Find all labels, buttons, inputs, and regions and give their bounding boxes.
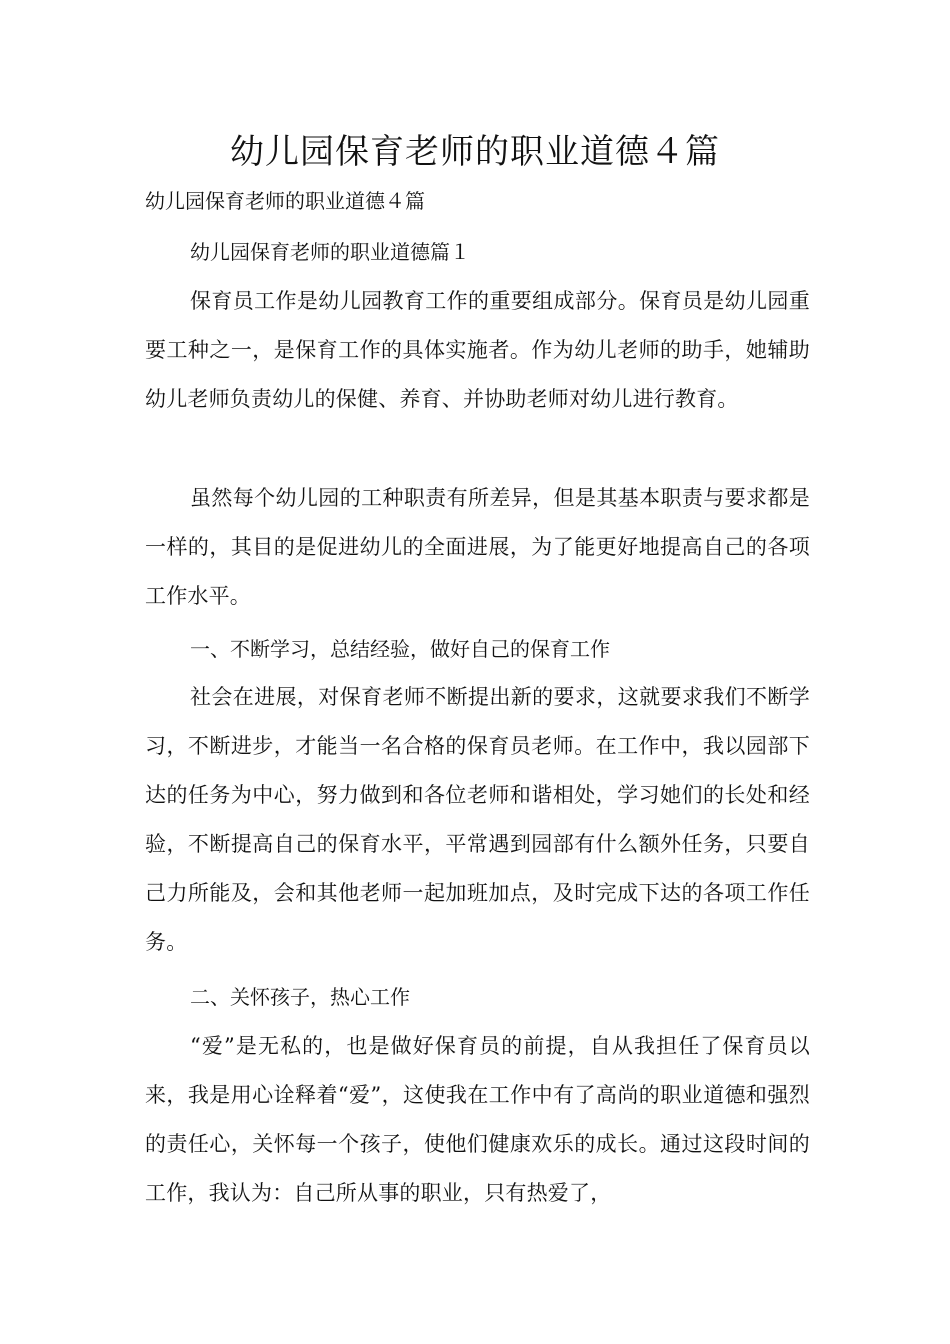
subheading-care: 二、关怀孩子，热心工作 (190, 985, 410, 1009)
paragraph-learning: 社会在进展，对保育老师不断提出新的要求，这就要求我们不断学习，不断进步，才能当一名合格的保育员老师。在工作中，我以园部下达的任务为中心，努力做到和各位老师和谐相处，学习她们的长处和经验，不断提高自己的保育水平，平常遇到园部有什么额外任务，只要自己力所能及，会和其他老师一起加班加点，及时完成下达的各项工作任务。 (145, 685, 810, 954)
document-subtitle: 幼儿园保育老师的职业道德４篇 (145, 189, 425, 213)
subheading-learning: 一、不断学习，总结经验，做好自己的保育工作 (190, 637, 610, 661)
paragraph-care: “爱”是无私的，也是做好保育员的前提，自从我担任了保育员以来，我是用心诠释着“爱”，这使我在工作中有了高尚的职业道德和强烈的责任心，关怀每一个孩子，使他们健康欢乐的成长。通过这段时间的工作，我认为：自己所从事的职业，只有热爱了， (145, 1034, 810, 1205)
section-heading: 幼儿园保育老师的职业道德篇１ (190, 240, 470, 264)
paragraph-duties: 虽然每个幼儿园的工种职责有所差异，但是其基本职责与要求都是一样的，其目的是促进幼儿的全面进展，为了能更好地提高自己的各项工作水平。 (145, 486, 810, 608)
document-title: 幼儿园保育老师的职业道德４篇 (230, 132, 720, 172)
paragraph-intro: 保育员工作是幼儿园教育工作的重要组成部分。保育员是幼儿园重要工种之一，是保育工作的具体实施者。作为幼儿老师的助手，她辅助幼儿老师负责幼儿的保健、养育、并协助老师对幼儿进行教育。 (145, 289, 810, 411)
